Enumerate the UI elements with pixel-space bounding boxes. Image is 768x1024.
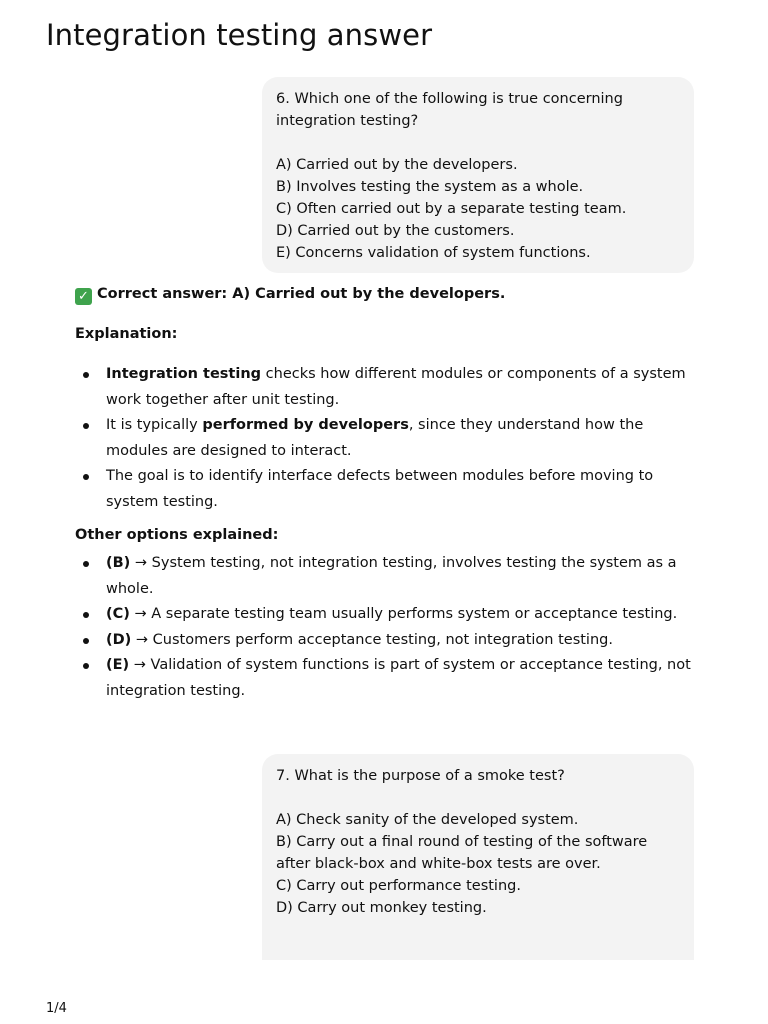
option-label: (D): [106, 631, 132, 648]
question-6-option-c: C) Often carried out by a separate testing team.: [276, 201, 627, 217]
option-label: (B): [106, 555, 131, 571]
bold-term: Integration testing: [106, 366, 262, 382]
question-7-option-a: A) Check sanity of the developed system.: [276, 812, 579, 828]
question-7-option-b: B) Carry out a final round of testing of the software after black-box and white-box tests are over.: [276, 834, 648, 872]
list-item: [75, 362, 695, 413]
spacer: [276, 787, 680, 809]
bullet-icon: [83, 372, 89, 378]
bullet-icon: [83, 561, 89, 567]
question-7-option-d: D) Carry out monkey testing.: [276, 900, 487, 916]
list-item: [75, 464, 695, 515]
explanation-list: [75, 362, 695, 515]
option-label: (E): [106, 657, 130, 673]
item-text: → System testing, not integration testing, involves testing the system as a whole.: [106, 555, 677, 597]
list-item: [75, 413, 695, 464]
bold-term: performed by developers: [202, 417, 409, 433]
item-text: It is typically: [106, 417, 203, 433]
bullet-icon: [83, 474, 89, 480]
question-6-text: 6. Which one of the following is true concerning integration testing?: [276, 91, 623, 129]
correct-answer-text: Correct answer: A) Carried out by the developers.: [97, 286, 506, 302]
correct-answer: [75, 284, 695, 305]
question-7-option-c: C) Carry out performance testing.: [276, 878, 521, 894]
question-6-option-d: D) Carried out by the customers.: [276, 223, 515, 239]
page-title: Integration testing answer: [46, 18, 433, 52]
bullet-icon: [83, 638, 89, 644]
spacer: [276, 132, 680, 154]
bullet-icon: [83, 423, 89, 429]
item-text: checks how different modules or components of a system work together after unit testing.: [106, 366, 686, 408]
item-text: The goal is to identify interface defects between modules before moving to system testing.: [106, 468, 654, 510]
option-label: (C): [106, 606, 130, 622]
question-6-bubble: [262, 77, 694, 273]
question-7-bubble: [262, 754, 694, 960]
page-number: 1/4: [46, 1001, 67, 1016]
other-options-heading: Other options explained:: [75, 527, 279, 543]
list-item: [75, 602, 695, 628]
check-mark-icon: ✓: [75, 288, 92, 305]
bullet-icon: [83, 663, 89, 669]
question-6-option-b: B) Involves testing the system as a whole.: [276, 179, 584, 195]
item-text: → A separate testing team usually performs system or acceptance testing.: [129, 606, 678, 622]
bullet-icon: [83, 612, 89, 618]
list-item: [75, 551, 695, 602]
item-text: → Customers perform acceptance testing, not integration testing.: [131, 631, 613, 648]
item-text: → Validation of system functions is part of system or acceptance testing, not integration testing.: [106, 657, 691, 699]
list-item: [75, 653, 695, 704]
other-options-list: [75, 551, 695, 704]
list-item: [75, 628, 695, 654]
question-6-option-a: A) Carried out by the developers.: [276, 157, 518, 173]
explanation-heading: Explanation:: [75, 326, 178, 342]
question-6-option-e: E) Concerns validation of system functions.: [276, 245, 591, 261]
question-7-text: 7. What is the purpose of a smoke test?: [276, 768, 565, 784]
item-text: , since they understand how the modules are designed to interact.: [106, 417, 644, 459]
